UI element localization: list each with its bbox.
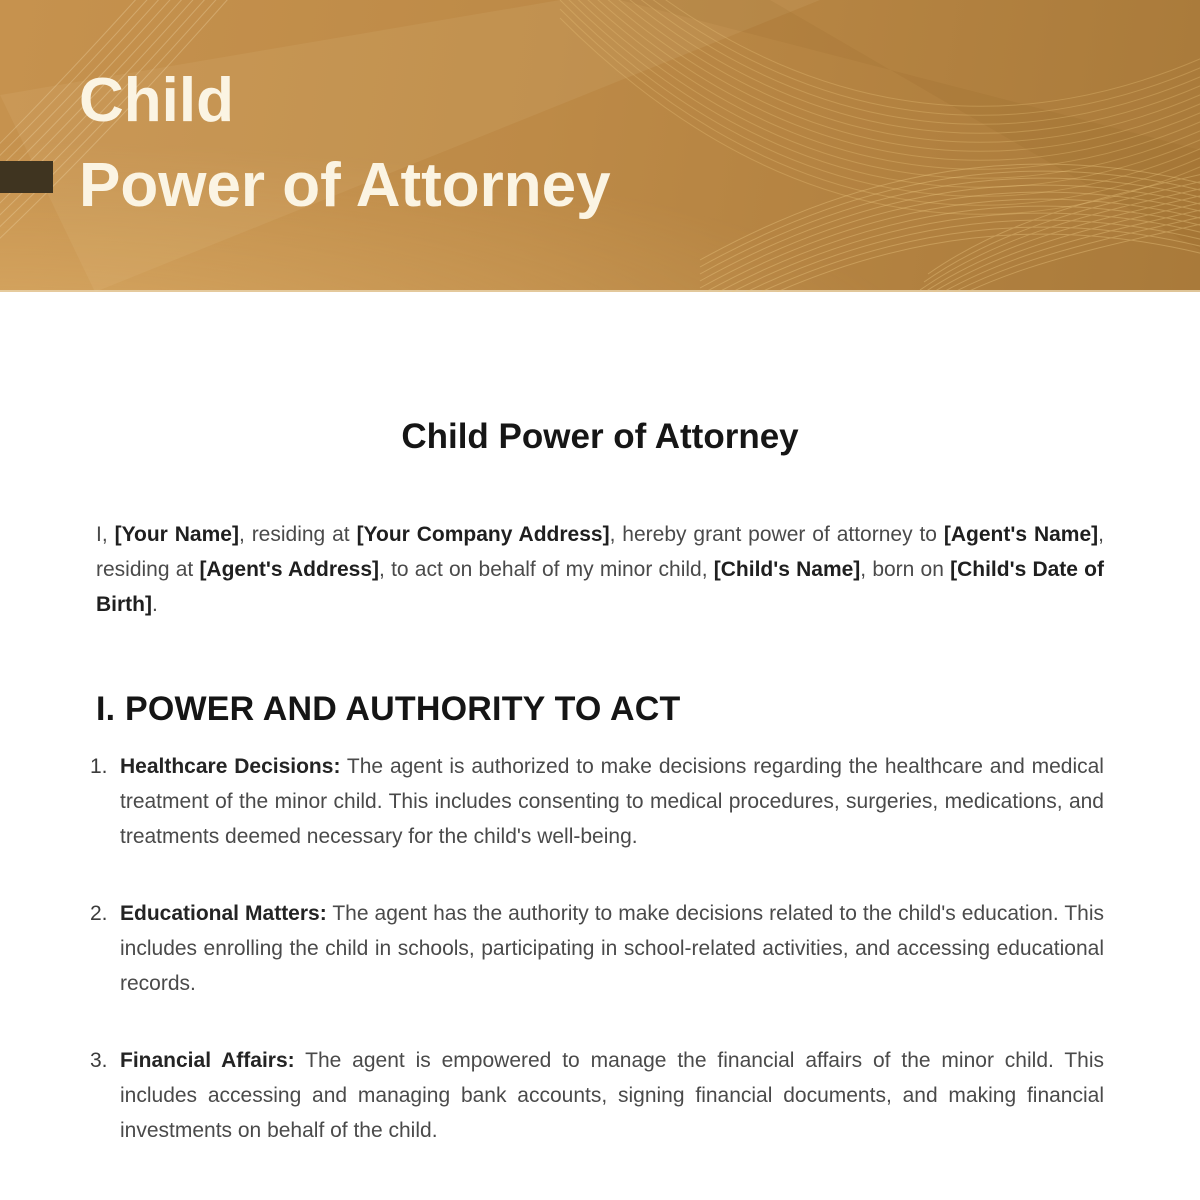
list-item-description: The agent has the authority to make decisions related to the child's education. This includes enrolling the child in schools, participating in school-related activities, and accessing educational records. (120, 902, 1104, 995)
list-item-text (120, 1043, 1104, 1148)
section-heading: I. POWER AND AUTHORITY TO ACT (96, 690, 681, 728)
document-title: Child Power of Attorney (401, 417, 799, 456)
intro-paragraph: I, [Your Name], residing at [Your Company Address], hereby grant power of attorney to [Agent's Name], residing at [Agent's Address], to act on behalf of my minor child, [Child's Name], born on [Child's Date of Birth]. (96, 523, 1104, 616)
list-item-text (120, 749, 1104, 854)
list-item-label: Educational Matters: (120, 902, 327, 925)
header-banner (0, 0, 1200, 292)
accent-bar (0, 161, 53, 193)
list-item-financial (90, 1043, 1104, 1148)
list-item-healthcare (90, 749, 1104, 854)
banner-title-line1: Child (79, 66, 234, 135)
list-item-label: Financial Affairs: (120, 1049, 295, 1072)
banner-title-line2: Power of Attorney (79, 151, 611, 220)
list-item-description: The agent is authorized to make decisions regarding the healthcare and medical treatment of the minor child. This includes consenting to medical procedures, surgeries, medications, and treatments deemed necessary for the child's well-being. (120, 755, 1104, 848)
list-number: 3. (90, 1049, 108, 1072)
powers-list (90, 749, 1104, 1148)
list-item-text (120, 896, 1104, 1001)
list-item-description: The agent is empowered to manage the financial affairs of the minor child. This includes accessing and managing bank accounts, signing financial documents, and making financial investments on behalf of the child. (120, 1049, 1104, 1142)
list-item-educational (90, 896, 1104, 1001)
document-body (0, 415, 1200, 1148)
list-number: 1. (90, 755, 108, 778)
list-number: 2. (90, 902, 108, 925)
list-item-label: Healthcare Decisions: (120, 755, 341, 778)
banner-title (79, 58, 611, 228)
